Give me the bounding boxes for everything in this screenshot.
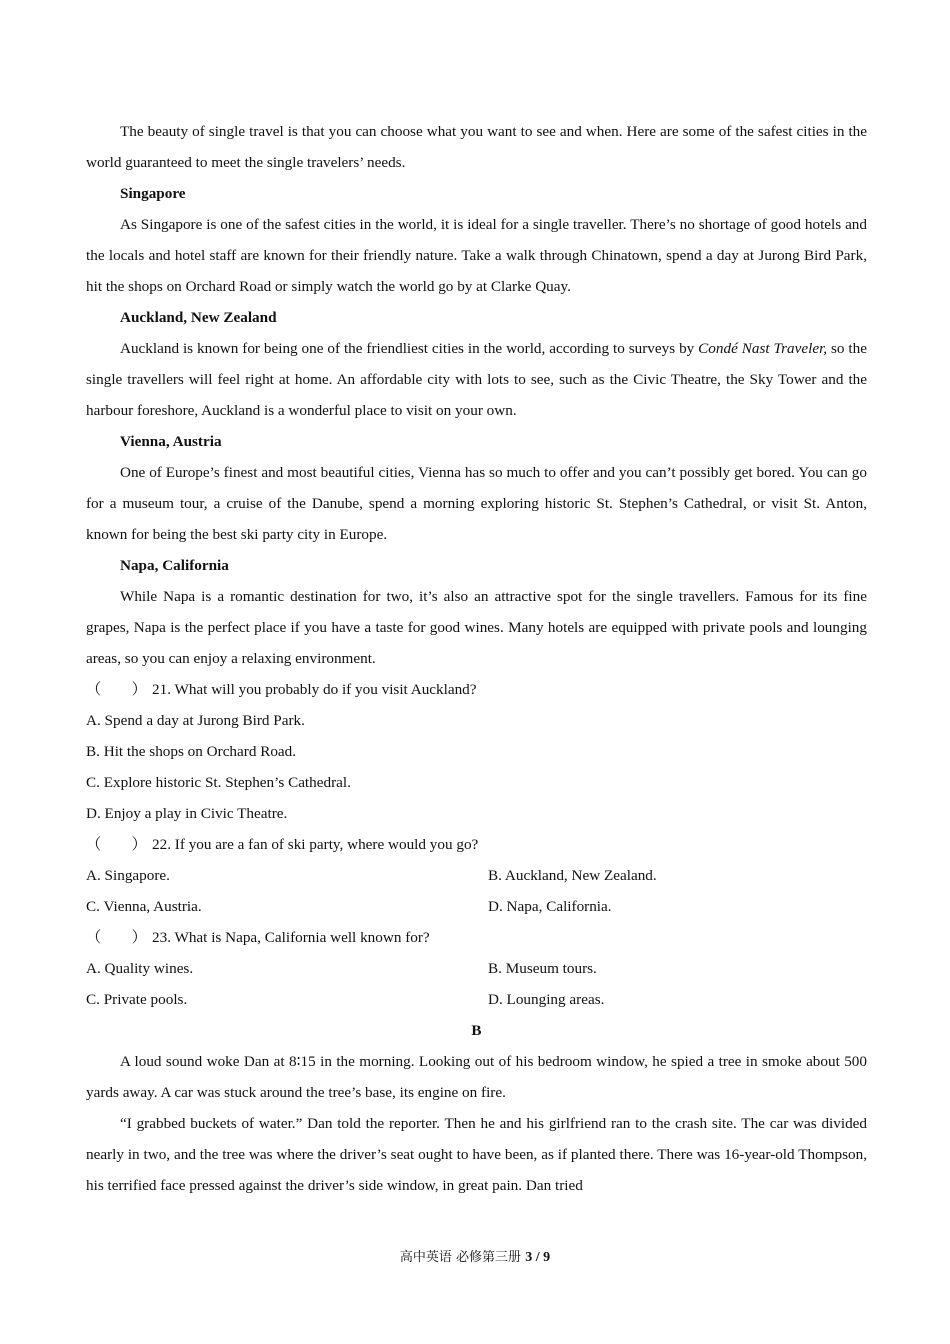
intro-paragraph: The beauty of single travel is that you can choose what you want to see and when. Here are some of the safest cities in the world guaranteed to meet the single travelers’ needs. [86, 123, 867, 171]
page-footer [0, 1246, 950, 1266]
page-number: 3 / 9 [525, 1250, 551, 1265]
question-22-option-d: D. Napa, California. [488, 898, 612, 915]
passage-b-paragraph-1: A loud sound woke Dan at 8∶15 in the morning. Looking out of his bedroom window, he spied a tree in smoke about 500 yards away. A car was stuck around the tree’s base, its engine on fire. [86, 1053, 867, 1101]
question-23-options-row-2 [86, 984, 867, 1015]
section-heading-auckland: Auckland, New Zealand [120, 309, 277, 326]
section-text-napa: While Napa is a romantic destination for two, it’s also an attractive spot for the single travellers. Famous for its fine grapes, Napa is the perfect place if you have a taste for good wines. Many hotels are equipped with private pools and lounging areas, so you can enjoy a relaxing environment. [86, 588, 867, 667]
question-23-option-b: B. Museum tours. [488, 960, 597, 977]
question-23-options-row-1 [86, 953, 867, 984]
question-22-option-a: A. Singapore. [86, 867, 170, 884]
auckland-text-part-2: so the single travellers will feel right at home. An affordable city with lots to see, such as the Civic Theatre, the Sky Tower and the harbour foreshore, Auckland is a wonderful place to visit on your own. [86, 340, 867, 419]
section-text-singapore: As Singapore is one of the safest cities in the world, it is ideal for a single traveller. There’s no shortage of good hotels and the locals and hotel staff are known for their friendly nature. Take a walk through Chinatown, spend a day at Jurong Bird Park, hit the shops on Orchard Road or simply watch the world go by at Clarke Quay. [86, 216, 867, 295]
question-21-text: 21. What will you probably do if you visit Auckland? [152, 681, 477, 698]
passage-b-title: B [471, 1022, 482, 1039]
question-23-option-c: C. Private pools. [86, 991, 188, 1008]
question-22-stem [86, 829, 867, 860]
footer-course-label: 高中英语 必修第三册 [399, 1250, 526, 1265]
question-22-text: 22. If you are a fan of ski party, where would you go? [152, 836, 479, 853]
passage-b-paragraph-2: “I grabbed buckets of water.” Dan told the reporter. Then he and his girlfriend ran to the crash site. The car was divided nearly in two, and the tree was where the driver’s seat ought to have been, as if planted there. There was 16-year-old Thompson, his terrified face pressed against the driver’s side window, in great pain. Dan tried [86, 1115, 867, 1194]
magazine-title: Condé Nast Traveler, [698, 340, 828, 357]
question-21-option-c: C. Explore historic St. Stephen’s Cathedral. [86, 774, 351, 791]
question-22-option-c: C. Vienna, Austria. [86, 898, 202, 915]
answer-blank-22: （ ） [86, 836, 147, 853]
document-page [86, 116, 867, 1201]
auckland-text-part-1: Auckland is known for being one of the friendliest cities in the world, according to surveys by [120, 340, 699, 357]
question-22-option-b: B. Auckland, New Zealand. [488, 867, 657, 884]
question-23-option-d: D. Lounging areas. [488, 991, 605, 1008]
question-22-options-row-2 [86, 891, 867, 922]
section-heading-napa: Napa, California [120, 557, 229, 574]
section-heading-singapore: Singapore [120, 185, 186, 202]
section-text-auckland [86, 333, 867, 426]
answer-blank-21: （ ） [86, 681, 147, 698]
question-21-option-d: D. Enjoy a play in Civic Theatre. [86, 805, 288, 822]
question-23-stem [86, 922, 867, 953]
answer-blank-23: （ ） [86, 929, 147, 946]
question-23-text: 23. What is Napa, California well known for? [152, 929, 430, 946]
question-21-option-a: A. Spend a day at Jurong Bird Park. [86, 712, 305, 729]
question-21-stem [86, 674, 867, 705]
section-heading-vienna: Vienna, Austria [120, 433, 222, 450]
question-23-option-a: A. Quality wines. [86, 960, 194, 977]
section-text-vienna: One of Europe’s finest and most beautiful cities, Vienna has so much to offer and you can’t possibly get bored. You can go for a museum tour, a cruise of the Danube, spend a morning exploring historic St. Stephen’s Cathedral, or visit St. Anton, known for being the best ski party city in Europe. [86, 464, 867, 543]
question-22-options-row-1 [86, 860, 867, 891]
question-21-option-b: B. Hit the shops on Orchard Road. [86, 743, 297, 760]
